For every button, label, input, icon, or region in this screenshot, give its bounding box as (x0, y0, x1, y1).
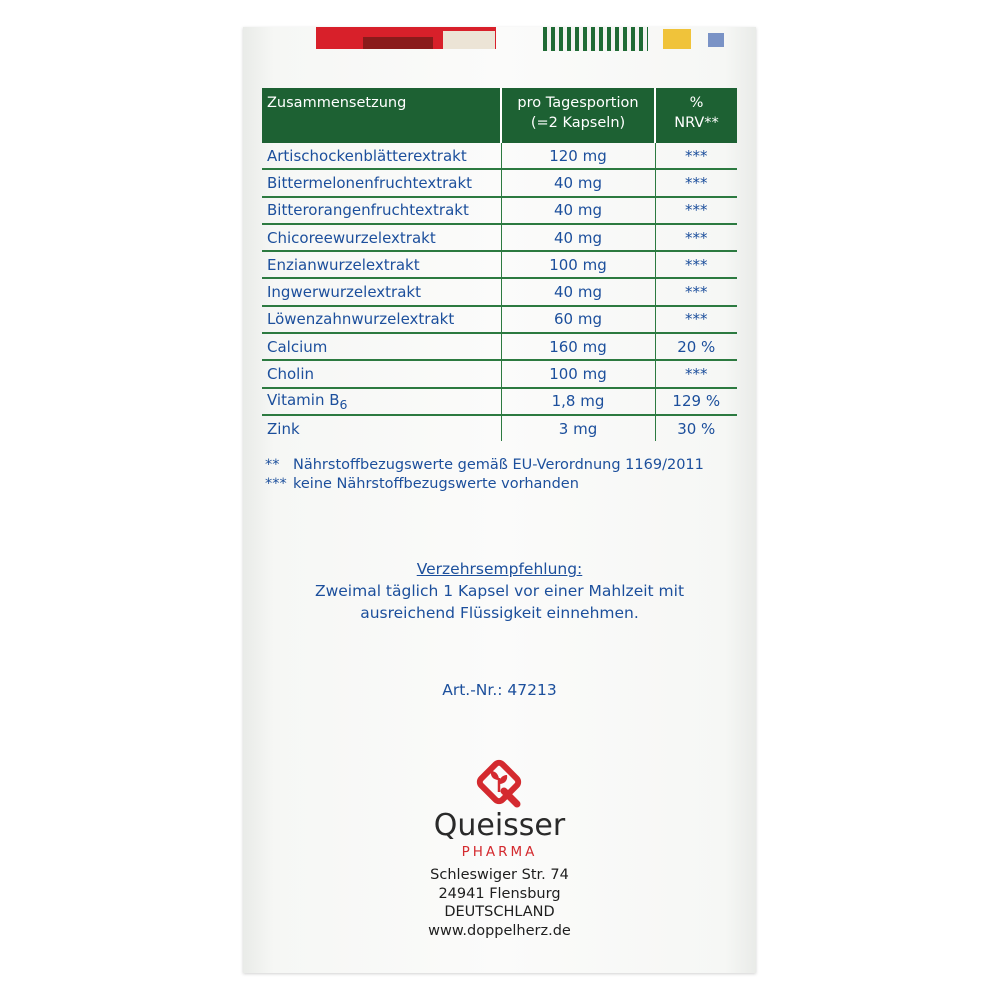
recommendation-line1: Zweimal täglich 1 Kapsel vor einer Mahlzeit mit (314, 582, 685, 600)
ingredient-subscript: 6 (339, 396, 348, 412)
ingredient-name: Enzianwurzelextrakt (262, 251, 501, 278)
table-row (262, 306, 737, 333)
ingredient-amount: 100 mg (501, 251, 655, 278)
nutrition-table (262, 88, 737, 441)
ingredient-amount: 3 mg (501, 415, 655, 441)
ingredient-name: Zink (267, 419, 300, 438)
ingredient-amount: 40 mg (501, 224, 655, 251)
table-row (262, 224, 737, 251)
ingredient-name: Löwenzahnwurzelextrakt (262, 306, 501, 333)
ingredient-amount: 40 mg (501, 278, 655, 305)
ingredient-amount: 60 mg (501, 306, 655, 333)
table-row (262, 169, 737, 196)
ingredient-name: Bittermelonenfruchtextrakt (262, 169, 501, 196)
ingredient-nrv: *** (655, 360, 737, 387)
ingredient-nrv: *** (655, 197, 737, 224)
recommendation-title: Verzehrsempfehlung: (416, 560, 583, 578)
header-per-day (501, 88, 655, 143)
ingredient-name (262, 388, 501, 415)
address-street: Schleswiger Str. 74 (430, 867, 569, 883)
ingredient-amount: 1,8 mg (501, 388, 655, 415)
footnote-nrv (265, 456, 704, 475)
ingredient-nrv: 129 % (655, 388, 737, 415)
article-number: Art.-Nr.: 47213 (442, 681, 557, 699)
table-row (262, 197, 737, 224)
table-row (262, 278, 737, 305)
header-ingredient: Zusammensetzung (262, 88, 501, 143)
table-row (262, 333, 737, 360)
ingredient-nrv: *** (655, 251, 737, 278)
ingredient-nrv: 20 % (655, 333, 737, 360)
ingredient-name: Calcium (262, 333, 501, 360)
ingredient-name-text: Vitamin B (267, 390, 340, 409)
ingredient-nrv: *** (655, 143, 737, 169)
footnote-mark: *** (265, 476, 287, 492)
ingredient-amount: 40 mg (501, 197, 655, 224)
address-country: DEUTSCHLAND (444, 904, 555, 920)
header-per-day-line2: (=2 Kapseln) (530, 115, 626, 131)
top-strip-blue-panel (708, 33, 724, 47)
ingredient-nrv: *** (655, 224, 737, 251)
ingredient-amount: 160 mg (501, 333, 655, 360)
top-strip-yellow-panel (663, 29, 691, 49)
ingredient-nrv: 30 % (677, 419, 716, 438)
ingredient-name: Chicoreewurzelextrakt (262, 224, 501, 251)
footnote-text: Nährstoffbezugswerte gemäß EU-Verordnung 1169/2011 (293, 457, 704, 473)
ingredient-amount: 40 mg (501, 169, 655, 196)
table-row (262, 388, 737, 415)
footnotes (265, 456, 704, 494)
header-nrv-line2: NRV** (674, 115, 719, 131)
ingredient-name: Ingwerwurzelextrakt (262, 278, 501, 305)
address-city: 24941 Flensburg (438, 885, 561, 902)
top-strip-dark-panel (363, 37, 433, 49)
table-row (262, 251, 737, 278)
box-top-strip (243, 27, 756, 53)
table-header-row (262, 88, 737, 143)
brand-name: Queisser (433, 808, 566, 843)
table-row (262, 143, 737, 169)
queisser-logo-icon (471, 758, 529, 808)
top-strip-beige-panel (443, 31, 495, 49)
table-row (262, 360, 737, 387)
header-nrv (655, 88, 737, 143)
website-link: www.doppelherz.de (428, 922, 571, 939)
ingredient-name: Artischockenblätterextrakt (262, 143, 501, 169)
footnote-no-nrv (265, 475, 704, 494)
brand-sub: PHARMA (461, 844, 538, 860)
table-row (262, 415, 737, 441)
company-address (243, 866, 756, 940)
footnote-mark: ** (265, 457, 280, 473)
ingredient-nrv: *** (655, 306, 737, 333)
header-per-day-line1: pro Tagesportion (517, 95, 639, 111)
ingredient-name: Bitterorangenfruchtextrakt (262, 197, 501, 224)
ingredient-amount: 120 mg (501, 143, 655, 169)
footnote-text: keine Nährstoffbezugswerte vorhanden (293, 476, 579, 492)
top-strip-green-pattern (543, 27, 648, 51)
recommendation-line2: ausreichend Flüssigkeit einnehmen. (360, 604, 639, 622)
ingredient-nrv: *** (655, 169, 737, 196)
ingredient-nrv: *** (655, 278, 737, 305)
ingredient-name: Cholin (262, 360, 501, 387)
ingredient-amount: 100 mg (501, 360, 655, 387)
header-nrv-line1: % (689, 95, 704, 111)
